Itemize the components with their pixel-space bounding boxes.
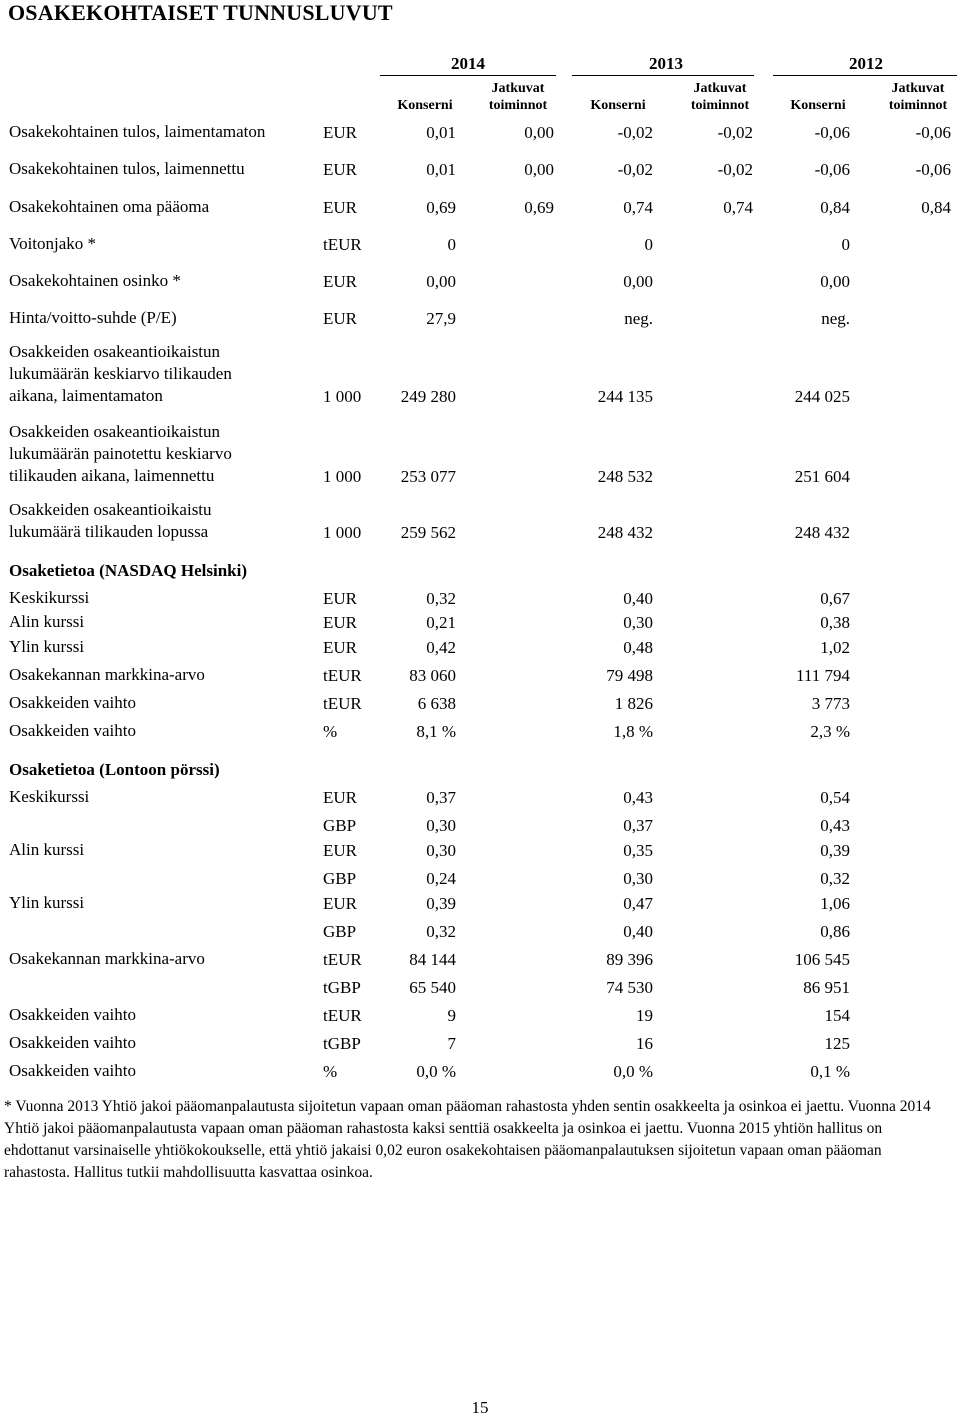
value-cell: 0,32 (820, 869, 850, 888)
value-cell: 0,30 (426, 841, 456, 860)
year-header-2012: 2012 (849, 54, 883, 73)
value-cell: 0,84 (921, 198, 951, 217)
row-label: Keskikurssi (9, 588, 90, 607)
value-cell: -0,02 (717, 123, 753, 142)
value-cell: -0,02 (617, 160, 653, 179)
value-cell: neg. (821, 309, 850, 328)
value-cell: 248 432 (597, 523, 653, 542)
row-unit: % (323, 1062, 338, 1081)
row-unit: 1 000 (323, 387, 362, 406)
value-cell: 249 280 (400, 387, 456, 406)
row-label: Osakkeiden osakeantioikaistun lukumäärän painotettu keskiarvo tilikauden aikana, laimennettu (9, 422, 232, 485)
row-unit: 1 000 (323, 467, 362, 486)
value-cell: 84 144 (409, 950, 456, 969)
row-unit: EUR (323, 613, 357, 632)
value-cell: 1 826 (614, 694, 653, 713)
value-cell: 27,9 (426, 309, 456, 328)
value-cell: 0,39 (820, 841, 850, 860)
row-label: Osakekannan markkina-arvo (9, 665, 205, 684)
section-heading-london: Osaketietoa (Lontoon pörssi) (9, 760, 220, 779)
value-cell: 0,69 (524, 198, 554, 217)
col-header-konserni-2014: Konserni (397, 98, 453, 113)
row-unit: tGBP (323, 978, 361, 997)
value-cell: 3 773 (811, 694, 850, 713)
value-cell: 1,06 (820, 894, 850, 913)
row-unit: EUR (323, 272, 357, 291)
value-cell: 0,40 (623, 922, 653, 941)
page-number: 15 (471, 1398, 489, 1417)
col-header-jatkuvat-2013: Jatkuvat toiminnot (690, 81, 750, 113)
value-cell: neg. (624, 309, 653, 328)
value-cell: 244 135 (597, 387, 653, 406)
row-label: Osakkeiden osakeantioikaistun lukumäärän keskiarvo tilikauden aikana, laimentamaton (9, 342, 232, 405)
row-label: Osakkeiden vaihto (9, 1005, 136, 1024)
col-header-konserni-2013: Konserni (590, 98, 646, 113)
value-cell: 0,30 (623, 613, 653, 632)
year-header-2014: 2014 (451, 54, 485, 73)
value-cell: 0,01 (426, 160, 456, 179)
col-header-jatkuvat-2012: Jatkuvat toiminnot (888, 81, 948, 113)
row-label: Osakekohtainen osinko * (9, 271, 181, 290)
value-cell: 1,8 % (613, 722, 653, 741)
value-cell: 259 562 (400, 523, 456, 542)
row-unit: EUR (323, 841, 357, 860)
value-cell: 0,30 (426, 816, 456, 835)
row-label: Osakkeiden vaihto (9, 721, 136, 740)
year-underline-2013 (572, 75, 754, 76)
value-cell: 244 025 (794, 387, 850, 406)
value-cell: 9 (447, 1006, 456, 1025)
value-cell: 253 077 (400, 467, 456, 486)
row-unit: tEUR (323, 235, 362, 254)
value-cell: 111 794 (796, 666, 850, 685)
row-unit: EUR (323, 123, 357, 142)
row-label: Osakekohtainen tulos, laimentamaton (9, 122, 266, 141)
value-cell: 83 060 (409, 666, 456, 685)
value-cell: 0,47 (623, 894, 653, 913)
col-header-jatkuvat-2014: Jatkuvat toiminnot (488, 81, 548, 113)
value-cell: 0,00 (524, 160, 554, 179)
value-cell: 0 (447, 235, 456, 254)
row-unit: GBP (323, 869, 357, 888)
value-cell: 0,39 (426, 894, 456, 913)
value-cell: 0,38 (820, 613, 850, 632)
row-label: Hinta/voitto-suhde (P/E) (9, 308, 177, 327)
value-cell: 0,74 (623, 198, 653, 217)
row-label: Alin kurssi (9, 840, 85, 859)
value-cell: 0,43 (623, 788, 653, 807)
value-cell: 0,37 (623, 816, 653, 835)
year-underline-2014 (380, 75, 556, 76)
value-cell: 0,67 (820, 589, 850, 608)
value-cell: -0,02 (617, 123, 653, 142)
value-cell: 0,42 (426, 638, 456, 657)
value-cell: 248 532 (597, 467, 653, 486)
row-unit: 1 000 (323, 523, 362, 542)
value-cell: -0,06 (814, 160, 850, 179)
value-cell: 0,0 % (416, 1062, 456, 1081)
row-label: Keskikurssi (9, 787, 90, 806)
value-cell: 1,02 (820, 638, 850, 657)
value-cell: 0,40 (623, 589, 653, 608)
row-label: Ylin kurssi (9, 637, 85, 656)
row-unit: % (323, 722, 338, 741)
value-cell: 0,00 (623, 272, 653, 291)
row-label: Osakekohtainen tulos, laimennettu (9, 159, 245, 178)
value-cell: 0,24 (426, 869, 456, 888)
row-unit: tEUR (323, 666, 362, 685)
value-cell: 0,32 (426, 589, 456, 608)
value-cell: 74 530 (606, 978, 653, 997)
value-cell: 0,54 (820, 788, 850, 807)
value-cell: 0,69 (426, 198, 456, 217)
value-cell: 251 604 (794, 467, 850, 486)
value-cell: 0,35 (623, 841, 653, 860)
value-cell: 19 (636, 1006, 653, 1025)
row-unit: GBP (323, 816, 357, 835)
row-unit: tEUR (323, 950, 362, 969)
row-unit: EUR (323, 198, 357, 217)
row-unit: tEUR (323, 1006, 362, 1025)
value-cell: 89 396 (606, 950, 653, 969)
value-cell: 8,1 % (416, 722, 456, 741)
value-cell: 86 951 (803, 978, 850, 997)
value-cell: 7 (447, 1034, 456, 1053)
value-cell: 6 638 (417, 694, 456, 713)
page-title: OSAKEKOHTAISET TUNNUSLUVUT (8, 0, 393, 25)
year-underline-2012 (773, 75, 957, 76)
row-unit: EUR (323, 788, 357, 807)
footnote: * Vuonna 2013 Yhtiö jakoi pääomanpalautusta sijoitetun vapaan oman pääoman rahastosta yhden sentin osakkeelta ja osinkoa ei jaettu. Vuonna 2014 Yhtiö jakoi pääomanpalautusta vapaan oman pääoman rahastosta kaksi senttiä osakkeelta ja osinkoa ei jaettu. Vuonna 2015 yhtiön hallitus on ehdottanut varsinaiselle yhtiökokoukselle, että yhtiö jakaisi 0,02 euron osakekohtaisen pääomanpalautuksen sijoitetun vapaan oman pääoman rahastosta. Hallitus tutkii mahdollisuutta kasvattaa osinkoa. (4, 1098, 931, 1181)
value-cell: 0,00 (426, 272, 456, 291)
value-cell: 0 (841, 235, 850, 254)
row-unit: EUR (323, 894, 357, 913)
value-cell: 0,48 (623, 638, 653, 657)
value-cell: 0 (644, 235, 653, 254)
value-cell: 0,86 (820, 922, 850, 941)
value-cell: 0,43 (820, 816, 850, 835)
value-cell: 154 (824, 1006, 850, 1025)
value-cell: -0,02 (717, 160, 753, 179)
value-cell: 0,84 (820, 198, 850, 217)
value-cell: 2,3 % (810, 722, 850, 741)
value-cell: -0,06 (814, 123, 850, 142)
row-label: Voitonjako * (9, 234, 97, 253)
value-cell: 248 432 (794, 523, 850, 542)
row-label: Osakekannan markkina-arvo (9, 949, 205, 968)
value-cell: 0,21 (426, 613, 456, 632)
row-label: Osakekohtainen oma pääoma (9, 197, 210, 216)
value-cell: 65 540 (409, 978, 456, 997)
section-heading-helsinki: Osaketietoa (NASDAQ Helsinki) (9, 561, 247, 580)
value-cell: 0,37 (426, 788, 456, 807)
value-cell: 0,32 (426, 922, 456, 941)
value-cell: 0,30 (623, 869, 653, 888)
row-unit: GBP (323, 922, 357, 941)
row-label: Alin kurssi (9, 612, 85, 631)
row-unit: tGBP (323, 1034, 361, 1053)
row-label: Osakkeiden vaihto (9, 1061, 136, 1080)
value-cell: -0,06 (915, 160, 951, 179)
value-cell: 0,0 % (613, 1062, 653, 1081)
value-cell: 0,1 % (810, 1062, 850, 1081)
value-cell: 0,01 (426, 123, 456, 142)
row-label: Osakkeiden vaihto (9, 693, 136, 712)
row-unit: EUR (323, 589, 357, 608)
value-cell: 79 498 (606, 666, 653, 685)
col-header-konserni-2012: Konserni (790, 98, 846, 113)
value-cell: 0,74 (723, 198, 753, 217)
value-cell: -0,06 (915, 123, 951, 142)
row-unit: EUR (323, 309, 357, 328)
value-cell: 16 (636, 1034, 653, 1053)
row-label: Ylin kurssi (9, 893, 85, 912)
row-unit: tEUR (323, 694, 362, 713)
value-cell: 0,00 (820, 272, 850, 291)
row-label: Osakkeiden vaihto (9, 1033, 136, 1052)
year-header-2013: 2013 (649, 54, 683, 73)
value-cell: 125 (824, 1034, 850, 1053)
row-unit: EUR (323, 638, 357, 657)
value-cell: 106 545 (794, 950, 850, 969)
value-cell: 0,00 (524, 123, 554, 142)
row-unit: EUR (323, 160, 357, 179)
row-label: Osakkeiden osakeantioikaistu lukumäärä tilikauden lopussa (9, 500, 212, 541)
